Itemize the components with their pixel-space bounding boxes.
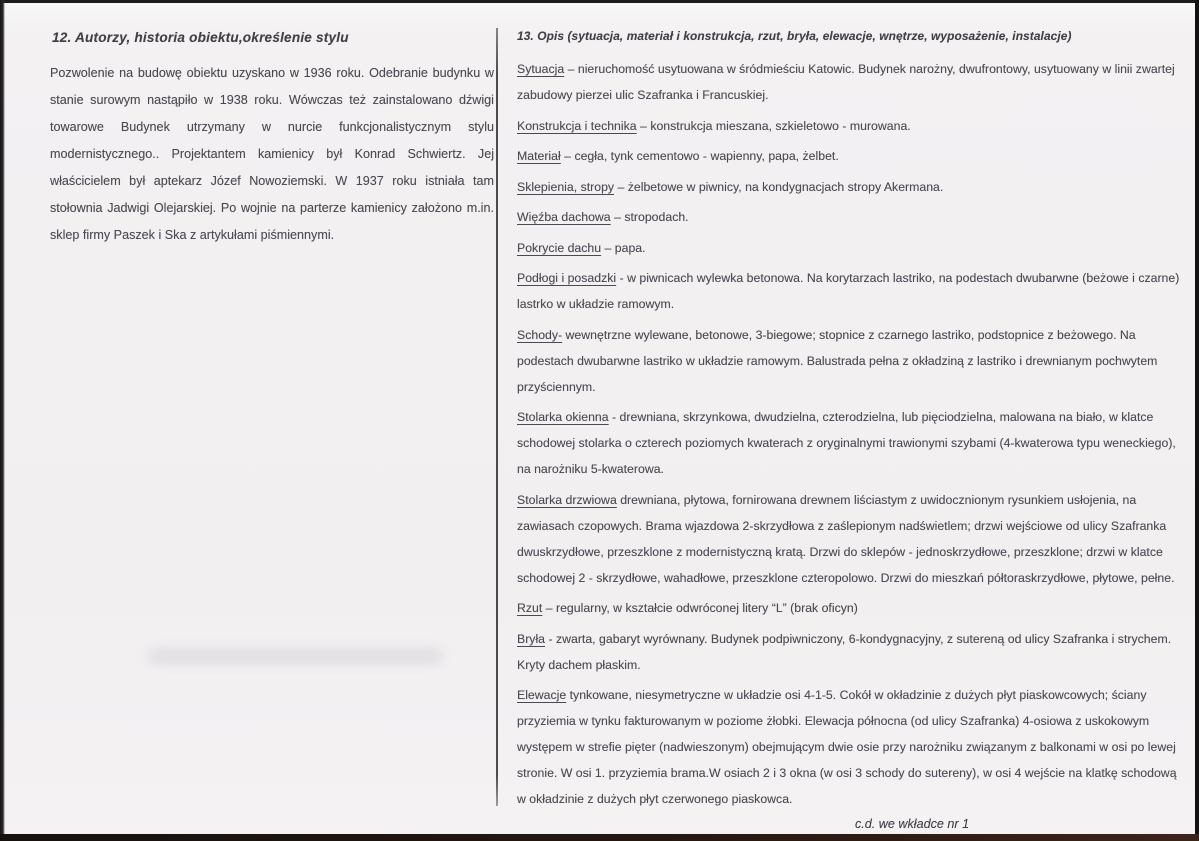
entry-sklepienia-stropy (517, 174, 1185, 200)
entry-text: konstrukcja mieszana, szkieletowo - murowana. (650, 118, 911, 133)
entry-stolarka-drzwiowa (517, 487, 1185, 591)
scan-edge-left (0, 0, 5, 841)
entry-pokrycie-dachu (517, 235, 1185, 261)
entry-label: Stolarka drzwiowa (517, 492, 617, 507)
section-13-description (517, 29, 1185, 831)
entry-stolarka-okienna (517, 404, 1185, 482)
scan-edge-top (0, 0, 1199, 3)
entry-separator: - (545, 631, 556, 646)
entry-elewacje (517, 682, 1185, 812)
entry-label: Elewacje (517, 688, 567, 702)
entry-text: w piwnicach wylewka betonowa. Na korytarzach lastriko, na podestach dwubarwne (beżowe i czarne) lastrko w układzie ramowym. (517, 271, 1180, 311)
entry-label: Konstrukcja i technika (517, 118, 637, 133)
entry-text: wewnętrzne wylewane, betonowe, 3-biegowe; stopnice z czarnego lastriko, podstopnice z beżowego. Na podestach dwubarwne lastriko w układzie ramowym. Balustrada pełna z okładziną z lastriko i drewnianym pochwytem przyściennym. (517, 327, 1158, 394)
entry-text: regularny, w kształcie odwróconej litery “L” (brak oficyn) (555, 601, 858, 615)
entry-separator: - (616, 271, 628, 285)
entry-material (517, 143, 1185, 169)
entry-text: cegła, tynk cementowo - wapienny, papa, żelbet. (574, 149, 839, 163)
entry-separator: - (608, 410, 620, 424)
continuation-note: c.d. we wkładce nr 1 (855, 816, 970, 831)
entry-label: Pokrycie dachu (517, 240, 602, 255)
bleed-through-smudge (148, 648, 443, 665)
entry-text: nieruchomość usytuowana w śródmieściu Katowic. Budynek narożny, dwufrontowy, usytuowany w linii zwartej zabudowy pierzei ulic Szafranka i Francuskiej. (517, 62, 1175, 102)
entry-text: zwarta, gabaryt wyrównany. Budynek podpiwniczony, 6-kondygnacyjny, z sutereną od ulicy Szafranka i strychem. Kryty dachem płaskim. (517, 631, 1172, 672)
entry-text: drewniana, skrzynkowa, dwudzielna, czterodzielna, lub pięciodzielna, malowana na biało, w klatce schodowej stolarka o czterech poziomych kwaterach z oryginalnymi trawionymi szybami (4-kwaterowa typu weneckiego), na narożniku 5-kwaterowa. (517, 410, 1176, 476)
entry-text: drewniana, płytowa, fornirowana drewnem liściastym z uwidocznionym rysunkiem usłojenia, na zawiasach czopowych. Brama wjazdowa 2-skrzydłowa z zaślepionym nadświetlem; drzwi wejściowe od ulicy Szafranka dwuskrzydłowe, przeszklone z modernistyczną kratą. Drzwi do sklepów - jednoskrzydłowe, przeszklone; drzwi w klatce schodowej 2 - skrzydłowe, wahadłowe, przeszklone czteropolowo. Drzwi do mieszkań półtoraskrzydłowe, płytowe, pełne. (517, 492, 1175, 585)
entry-label: Bryła (517, 631, 546, 646)
entry-label: Więźba dachowa (517, 210, 611, 224)
entry-text: tynkowane, niesymetryczne w układzie osi 4-1-5. Cokół w okładzinie z dużych płyt piaskowcowych; ściany przyziemia w tynku fakturowanym w poziome żłobki. Elewacja północna (od ulicy Szafranka) 4-osiowa z uskokowym występem w strefie pięter (nadwieszonym) obejmującym dwie osie przy narożniku związanym z balkonami w osi po lewej stronie. W osi 1. przyziemia brama.W osiach 2 i 3 okna (w osi 3 schody do sutereny), w osi 4 wejście na klatkę schodową w okładzinie z dużych płyt czerwonego piaskowca. (517, 688, 1177, 806)
entry-wiezba-dachowa (517, 204, 1185, 230)
entry-separator: – (614, 179, 628, 194)
entry-label: Materiał (517, 149, 561, 163)
entry-text: papa. (614, 240, 646, 255)
entry-text: żelbetowe w piwnicy, na kondygnacjach stropy Akermana. (627, 179, 944, 194)
entry-separator: – (542, 601, 556, 615)
entry-label: Stolarka okienna (517, 410, 609, 424)
entry-separator: – (601, 240, 615, 255)
scan-edge-bottom (0, 834, 1199, 841)
entry-label: Sklepienia, stropy (517, 179, 615, 194)
entry-separator: – (610, 210, 625, 224)
scan-edge-right (1195, 0, 1199, 841)
entry-label: Sytuacja (517, 62, 565, 76)
entry-separator: – (560, 149, 575, 163)
entry-podlogi-posadzki (517, 265, 1185, 317)
section-12-authors-history (50, 30, 494, 249)
entry-rzut (517, 595, 1185, 621)
entry-separator: – (636, 118, 651, 133)
section-12-paragraph: Pozwolenie na budowę obiektu uzyskano w 1936 roku. Odebranie budynku w stanie surowym nastąpiło w 1938 roku. Wówczas też zainstalowano dźwigi towarowe Budynek utrzymany w nurcie funkcjonalistycznym stylu modernistycznego.. Projektantem kamienicy był Konrad Schwiertz. Jej właścicielem był aptekarz Józef Nowoziemski. W 1937 roku istniała tam stołownia Jadwigi Olejarskiej. Po wojnie na parterze kamienicy założono m.in. sklep firmy Paszek i Ska z artykułami piśmiennymi. (50, 66, 494, 242)
entry-separator: – (564, 62, 578, 76)
section-12-heading: 12. Autorzy, historia obiektu,określenie stylu (52, 30, 349, 45)
column-divider-line (496, 28, 498, 806)
section-13-heading: 13. Opis (sytuacja, materiał i konstrukcja, rzut, bryła, elewacje, wnętrze, wyposażenie, instalacje) (517, 29, 1072, 43)
entry-text: stropodach. (624, 210, 689, 224)
entry-bryla (517, 626, 1185, 678)
entry-label: Rzut (517, 601, 543, 615)
entry-label: Podłogi i posadzki (517, 271, 617, 285)
entry-konstrukcja (517, 113, 1185, 139)
entry-schody (517, 322, 1185, 400)
entry-sytuacja (517, 56, 1185, 108)
entry-label: Schody- (517, 327, 563, 342)
